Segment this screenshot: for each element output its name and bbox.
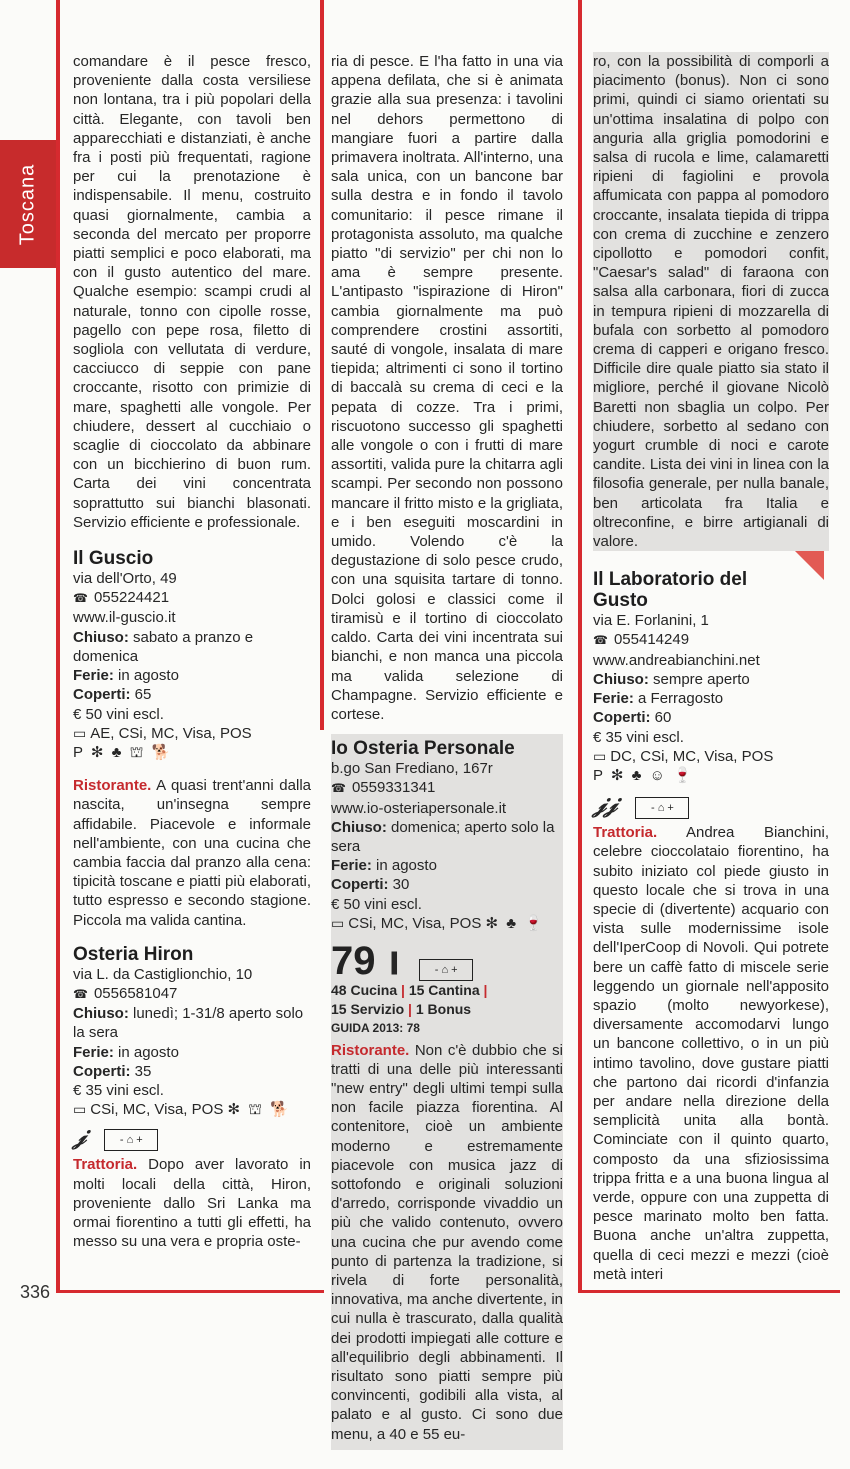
restaurant-name: Il Guscio xyxy=(73,548,154,570)
holiday-value: in agosto xyxy=(118,1043,179,1061)
cards xyxy=(331,914,563,933)
review-continuation: ria di pesce. E l'ha fatto in una via appena defilata, che si è animata grazie alla sua presenza: i tavolini nel dehors permettono di mangiare fuori a partire dalla primavera inoltrata. All'interno, una sala unica, con un bancone bar sulla destra e in fondo il tavolo comunitario: il pesce rimane il protagonista assoluto, ma qualche piatto "di servizio" per chi non lo ama è sempre presente. L'antipasto "ispirazione di Hiron" cambia giornalmente ma può comprendere crostini assortiti, sauté di vongole, insalata di mare tiepida; altrimenti ci sono il tortino di baccalà su crema di ceci e la pepata di cozze. Tra i primi, riscuotono successo gli spaghetti alle vongole o con i frutti di mare assortiti, valida pure la chitarra agli scampi. Per secondo non possono mancare il fritto misto e la grigliata, e i ben eseguiti moscardini in umido. Volendo c'è la degustazione di solo pesce crudo, con una squisita tartare di tonno. Dolci golosi e classici come il tiramisù e il tortino di cioccolato caldo. Carta dei vini incentrata sui bianchi, e non manca una piccola ma valida selezione di Champagne. Servizio efficiente e cortese. xyxy=(331,53,563,723)
closed-value: domenica; aperto solo la sera xyxy=(331,818,555,855)
seats-info xyxy=(73,685,311,704)
phone xyxy=(73,588,311,608)
restaurant-name: Io Osteria Personale xyxy=(331,738,515,760)
seats-value: 65 xyxy=(134,686,152,704)
service-icons: P ✻ ♣ ⛫ 🐕 xyxy=(73,743,173,761)
review xyxy=(73,1155,311,1251)
phone-number: 055414249 xyxy=(613,631,690,649)
price: € 50 vini escl. xyxy=(331,895,422,913)
review-continuation: ro, con la possibilità di comporli a piacimento (bonus). Non ci sono primi, quindi ci siamo orientati su un'ottima insalatina di polpo con anguria alla griglia pomodorini e salsa di rucola e lime, calamaretti ripieni di fagiolini e provola affumicata con pappa al pomodoro croccante, insalata tiepida di trippa con crema di zucchine e zenzero cipollotto e pomodori confit, "Caesar's salad" di faraona con salsa alla carbonara, fiori di zucca in tempura ripieni di mozzarella di bufala con sorbetto al pomodoro crema di capperi e origano fresco. Difficile dire quale piatto sia stato il migliore, perché il giovane Nicolò Baretti non sbaglia un colpo. Per chiudere, sorbetto al sedano con yogurt crumble di noci e carote candite. Lista dei vini in linea con la filosofia generale, per nulla banale, ben articolata fra Italia e oltreconfine, e birre artigianali di valore. xyxy=(593,53,829,551)
closed-label: Chiuso: xyxy=(73,628,129,646)
holiday-label: Ferie: xyxy=(331,857,372,875)
seats-value: 60 xyxy=(654,709,672,727)
phone xyxy=(593,630,829,650)
closed-value: sempre aperto xyxy=(653,670,750,688)
phone-number: 0556581047 xyxy=(93,984,178,1002)
column-rule-left xyxy=(56,0,60,1290)
plate-icon: - ⌂ + xyxy=(635,797,689,819)
service-icons: ✻ ♣ 🍷 xyxy=(485,914,545,932)
rating-row xyxy=(593,791,829,819)
holiday-label: Ferie: xyxy=(73,667,114,685)
score-bonus: 1 Bonus xyxy=(415,1001,472,1018)
seats-label: Coperti: xyxy=(73,686,131,704)
closed-info xyxy=(331,818,563,856)
score-row xyxy=(331,938,563,983)
fork-icon: 𝐈 xyxy=(389,947,399,981)
separator: | xyxy=(483,981,488,998)
review xyxy=(593,823,829,1284)
price: € 35 vini escl. xyxy=(593,728,684,746)
closed-value: sabato a pranzo e domenica xyxy=(73,628,254,665)
score-breakdown-1 xyxy=(331,981,563,1000)
column-2 xyxy=(331,0,563,1450)
price: € 35 vini escl. xyxy=(73,1081,164,1099)
phone xyxy=(73,984,311,1004)
seats-info xyxy=(73,1062,311,1081)
listing-osteria-hiron xyxy=(73,944,311,1252)
seats-label: Coperti: xyxy=(593,709,651,727)
seats-info xyxy=(593,708,829,727)
score-cantina: 15 Cantina xyxy=(408,981,480,998)
closed-info xyxy=(73,1004,311,1042)
page-number: 336 xyxy=(20,1282,51,1302)
cards-list: AE, CSi, MC, Visa, POS xyxy=(90,724,252,742)
score-breakdown-2 xyxy=(331,1000,563,1019)
closed-label: Chiuso: xyxy=(73,1005,129,1023)
review-text: Andrea Bianchini, celebre cioccolataio fiorentino, ha subito iniziato col piede giusto in questo locale che si trova in una specie di (divertente) acquario con vista sulle modernissime isole dell'IperCoop di Novoli. Qui potrete bere un caffè fatto di miscele serie leggendo un giornale nell'apposito spazio (molto newyorkese), diversamente accomodarvi lungo un bancone collettivo, o in un più intimo tavolino, dove gustare piatti che partono dai ricordi d'infanzia per andare nella direzione della semplicità unita alla bontà. Cominciate con il quinto quarto, composto da una sfiziosissima trippa fritta e a una buona lingua al verde, oppure con una zuppetta di pesce marinato molto ben fatta. Buona anche un'altra zuppetta, quella di ceci mezzi e mezzi (cioè metà interi xyxy=(593,824,830,1283)
price: € 50 vini escl. xyxy=(73,705,164,723)
review xyxy=(331,1041,563,1444)
review-text: Dopo aver lavorato in molti locali della città, Hiron, proveniente dallo Sri Lanka ma ormai fiorentino a tutti gli effetti, ha messo su una vera e propria oste- xyxy=(73,1156,311,1251)
holiday-info xyxy=(73,666,311,685)
review-text: A quasi trent'anni dalla nascita, un'insegna sempre affidabile. Piacevole e informale nell'ambiente, con una cucina che cambia faccia dal pranzo alla cena: tipicità toscane e piatti più elaborati, tutto espresso e secondo stagione. Piccola ma valida cantina. xyxy=(73,777,311,929)
listing-laboratorio-del-gusto xyxy=(593,569,829,1284)
holiday-label: Ferie: xyxy=(593,690,634,708)
holiday-value: a Ferragosto xyxy=(638,690,724,708)
venue-type: Ristorante. xyxy=(331,1041,410,1059)
credit-card-icon: ▭ xyxy=(73,1101,87,1118)
closed-value: lunedì; 1-31/8 aperto solo la sera xyxy=(73,1005,304,1042)
address: via L. da Castiglionchio, 10 xyxy=(73,965,253,983)
column-rule-mid xyxy=(320,0,324,730)
holiday-info xyxy=(73,1043,311,1062)
column-3 xyxy=(593,0,829,1284)
seats-label: Coperti: xyxy=(73,1062,131,1080)
score-cucina: 48 Cucina xyxy=(331,981,398,998)
cards-list: CSi, MC, Visa, POS xyxy=(348,914,482,932)
closed-label: Chiuso: xyxy=(593,670,649,688)
website: www.andreabianchini.net xyxy=(593,651,760,669)
fork-icon: 𝒿 xyxy=(73,1123,85,1151)
score: 79 xyxy=(331,938,376,983)
address: b.go San Frediano, 167r xyxy=(331,760,493,778)
region-tab xyxy=(0,140,56,268)
holiday-info xyxy=(593,689,829,708)
fork-icon: 𝒿𝒿 xyxy=(593,791,616,819)
phone-number: 0559331341 xyxy=(351,779,436,797)
cards-list: CSi, MC, Visa, POS xyxy=(90,1101,224,1119)
plate-icon: - ⌂ + xyxy=(419,959,473,981)
holiday-value: in agosto xyxy=(118,667,179,685)
closed-label: Chiuso: xyxy=(331,818,387,836)
listing-io-osteria-personale xyxy=(331,734,563,1450)
separator: | xyxy=(408,1001,412,1018)
venue-type: Trattoria. xyxy=(73,1156,138,1174)
previous-guide-score: GUIDA 2013: 78 xyxy=(331,1021,420,1036)
review-text: Non c'è dubbio che si tratti di una delle più interessanti "new entry" degli ultimi tempi sulla non facile piazza fiorentina. Al contenitore, cioè un ambiente moderno e estremamente piacevole con musica jazz di sottofondo e originali soluzioni d'arredo, corrisponde vivaddio un più che valido contenuto, ovvero una cucina che pur avendo come punto di partenza la tradizione, si rivela di forte personalità, innovativa, ma anche divertente, in cui nulla è trascurato, dalla qualità dei prodotti impiegati alle cotture e all'equilibrio degli abbinamenti. Il risultato sono piatti sempre più convincenti, godibili alla vista, al palato e al gusto. Ci sono due menu, a 40 e 55 eu- xyxy=(331,1041,563,1443)
venue-type: Trattoria. xyxy=(593,824,658,842)
plate-icon: - ⌂ + xyxy=(104,1129,158,1151)
cards xyxy=(73,724,311,743)
column-rule-right xyxy=(578,0,582,1290)
listing-il-guscio xyxy=(73,548,311,930)
credit-card-icon: ▭ xyxy=(73,724,87,741)
holiday-label: Ferie: xyxy=(73,1043,114,1061)
phone-number: 055224421 xyxy=(93,589,170,607)
region-label: Toscana xyxy=(16,163,39,245)
website: www.il-guscio.it xyxy=(73,609,176,627)
service-icons: ✻ ⛫ 🐕 xyxy=(227,1101,291,1119)
cards xyxy=(593,747,829,766)
address: via dell'Orto, 49 xyxy=(73,570,177,588)
cards xyxy=(73,1100,311,1119)
venue-type: Ristorante. xyxy=(73,777,152,795)
website: www.io-osteriapersonale.it xyxy=(331,799,507,817)
seats-info xyxy=(331,875,563,894)
closed-info xyxy=(593,670,829,689)
bottom-rule-right xyxy=(578,1290,840,1293)
bottom-rule-left xyxy=(56,1290,324,1293)
score-servizio: 15 Servizio xyxy=(331,1001,405,1018)
restaurant-name: Osteria Hiron xyxy=(73,943,194,965)
cards-list: DC, CSi, MC, Visa, POS xyxy=(610,747,774,765)
review xyxy=(73,776,311,930)
service-icons: P ✻ ♣ ☺ 🍷 xyxy=(593,766,694,784)
seats-label: Coperti: xyxy=(331,876,389,894)
holiday-value: in agosto xyxy=(376,857,437,875)
review-continuation: comandare è il pesce fresco, proveniente dalla costa versiliese non lontana, tra i più popolari della città. Elegante, con tavoli ben apparecchiati e distanziati, è anche fra i posti più frequentati, ragione per cui la prenotazione è indispensabile. Il menu, costruito quasi giornalmente, cambia a seconda del mercato per proporre piatti semplici e poco elaborati, ma con il gusto autentico del mare. Qualche esempio: scampi crudi al naturale, tonno con cipolle rosse, pagello con pepe rosa, filetto di sogliola con vellutata di verdure, cacciucco di seppie con pane croccante, risotto con primizie di mare, spaghetti alle vongole. Per chiudere, dessert al cucchiaio o scaglie di cioccolato da abbinare con un bicchierino di buon rum. Carta dei vini concentrata soprattutto sui bianchi blasonati. Servizio efficiente e professionale. xyxy=(73,53,311,531)
rating-row xyxy=(73,1123,311,1151)
seats-value: 30 xyxy=(392,876,410,894)
credit-card-icon: ▭ xyxy=(593,747,607,764)
seats-value: 35 xyxy=(134,1062,152,1080)
column-1 xyxy=(73,0,311,1251)
separator: | xyxy=(401,981,405,998)
holiday-info xyxy=(331,856,563,875)
address: via E. Forlanini, 1 xyxy=(593,612,709,630)
credit-card-icon: ▭ xyxy=(331,914,345,931)
restaurant-name: Il Laboratorio del Gusto xyxy=(593,569,748,612)
phone xyxy=(331,778,563,798)
closed-info xyxy=(73,628,311,666)
